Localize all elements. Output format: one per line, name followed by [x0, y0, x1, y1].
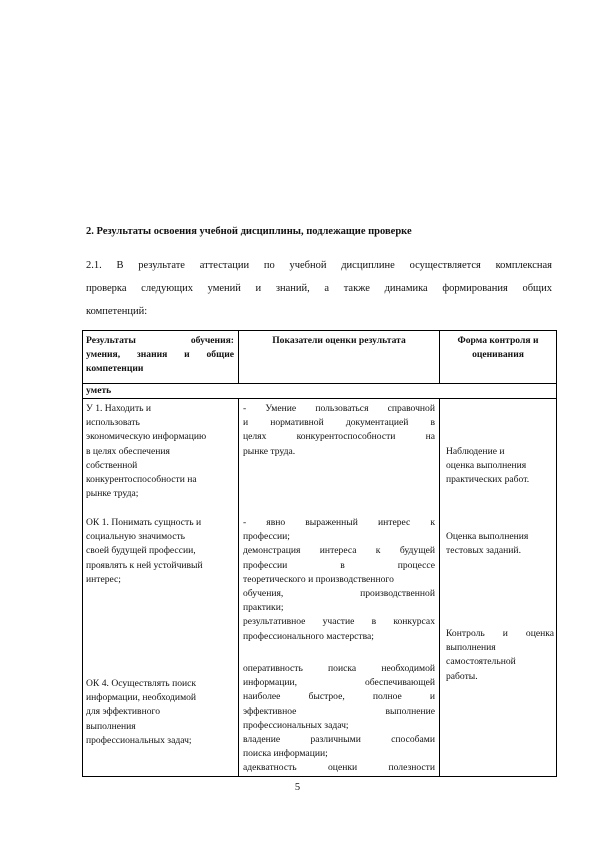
intro-line-2: проверка следующих умений и знаний, а также динамика формирования общих [86, 283, 552, 294]
table-col-divider-1a [238, 330, 239, 383]
table-border-left [82, 330, 83, 777]
skill-u1-line: У 1. Находить и [86, 403, 152, 414]
skill-u1-line: экономическую информацию [86, 431, 207, 443]
skill-u1-line: рынке труда; [86, 488, 139, 500]
skill-u1-line: собственной [86, 459, 138, 471]
indicator-ok4-line: владение различными способами [243, 734, 435, 746]
indicator-u1-line: целях конкурентоспособности на [243, 431, 435, 443]
table-col-divider-2b [439, 398, 440, 777]
competence-ok1 [86, 516, 236, 587]
indicator-u1-line: рынке труда. [243, 445, 296, 457]
header-control-form [441, 334, 555, 362]
skill-u1-line: использовать [86, 417, 140, 429]
control-independent-line: самостоятельной [446, 656, 516, 668]
skill-u1-line: в целях обеспечения [86, 445, 170, 457]
competence-ok1-line: социальную значимость [86, 531, 186, 543]
control-tests-line: тестовых заданий. [446, 545, 521, 557]
header-indicators [241, 334, 437, 348]
control-independent-work [446, 627, 554, 684]
control-independent-line: Контроль и оценка [446, 628, 554, 639]
indicator-ok1-line: результативное участие в конкурсах [243, 616, 435, 628]
indicator-ok4-line: адекватность оценки полезности [243, 762, 435, 774]
indicator-ok4-line: поиска информации; [243, 748, 328, 760]
indicator-ok1 [243, 516, 435, 644]
competence-ok4 [86, 677, 236, 748]
header-control-line: оценивания [472, 349, 524, 361]
control-tests [446, 530, 554, 558]
indicator-u1 [243, 402, 435, 459]
header-control-line: Форма контроля и [457, 335, 539, 346]
control-observation-line: оценка выполнения [446, 460, 527, 472]
indicator-u1-line: - Умение пользоваться справочной [243, 403, 435, 414]
competence-ok4-line: выполнения [86, 720, 136, 732]
skill-u1-line: конкурентоспособности на [86, 474, 197, 486]
page-number: 5 [294, 782, 301, 793]
indicator-u1-line: и нормативной документацией в [243, 417, 435, 429]
indicator-ok1-line: демонстрация интереса к будущей [243, 545, 435, 557]
table-col-divider-1b [238, 398, 239, 777]
competence-ok4-line: информации, необходимой [86, 692, 197, 704]
indicator-ok4-line: информации, обеспечивающей [243, 677, 435, 689]
header-results-line: умения, знания и общие [86, 349, 234, 361]
subheader-label: уметь [86, 385, 112, 396]
table-border-right [556, 330, 557, 777]
header-indicators-line: Показатели оценки результата [272, 335, 406, 346]
indicator-ok4-line: профессиональных задач; [243, 719, 349, 731]
indicator-ok4-line: оперативность поиска необходимой [243, 663, 435, 674]
indicator-ok1-line: профессии; [243, 531, 290, 543]
skill-u1 [86, 402, 236, 501]
control-independent-line: работы. [446, 670, 478, 682]
competence-ok1-line: своей будущей профессии, [86, 545, 196, 557]
competence-ok1-line: интерес; [86, 573, 121, 585]
control-observation-line: практических работ. [446, 474, 530, 486]
indicator-ok1-line: теоретического и производственного [243, 573, 394, 585]
control-observation [446, 445, 554, 488]
indicator-ok1-line: обучения, производственной [243, 588, 435, 600]
header-results-line: Результаты обучения: [86, 335, 234, 346]
competence-ok1-line: проявлять к ней устойчивый [86, 559, 203, 571]
table-border-bottom [82, 776, 557, 777]
control-tests-line: Оценка выполнения [446, 531, 529, 542]
table-border-top [82, 330, 557, 331]
indicator-ok1-line: профессионального мастерства; [243, 630, 374, 642]
competence-ok4-line: ОК 4. Осуществлять поиск [86, 678, 197, 689]
indicator-ok4-line: наиболее быстрое, полное и [243, 691, 435, 703]
table-col-divider-2a [439, 330, 440, 383]
intro-line-1: 2.1. В результате аттестации по учебной дисциплине осуществляется комплексная [86, 260, 552, 271]
subheader-skills [86, 384, 234, 398]
section-heading: 2. Результаты освоения учебной дисциплины, подлежащие проверке [86, 226, 412, 237]
indicator-ok1-line: профессии в процессе [243, 559, 435, 571]
indicator-ok4-line: эффективное выполнение [243, 705, 435, 717]
header-results [86, 334, 234, 377]
intro-line-3: компетенций: [86, 306, 148, 317]
header-results-line: компетенции [86, 363, 144, 375]
control-observation-line: Наблюдение и [446, 446, 505, 457]
competence-ok4-line: профессиональных задач; [86, 734, 192, 746]
competence-ok1-line: ОК 1. Понимать сущность и [86, 517, 202, 528]
indicator-ok1-line: практики; [243, 602, 284, 614]
indicator-ok4 [243, 662, 435, 776]
control-independent-line: выполнения [446, 642, 496, 654]
competence-ok4-line: для эффективного [86, 706, 160, 718]
indicator-ok1-line: - явно выраженный интерес к [243, 517, 435, 528]
